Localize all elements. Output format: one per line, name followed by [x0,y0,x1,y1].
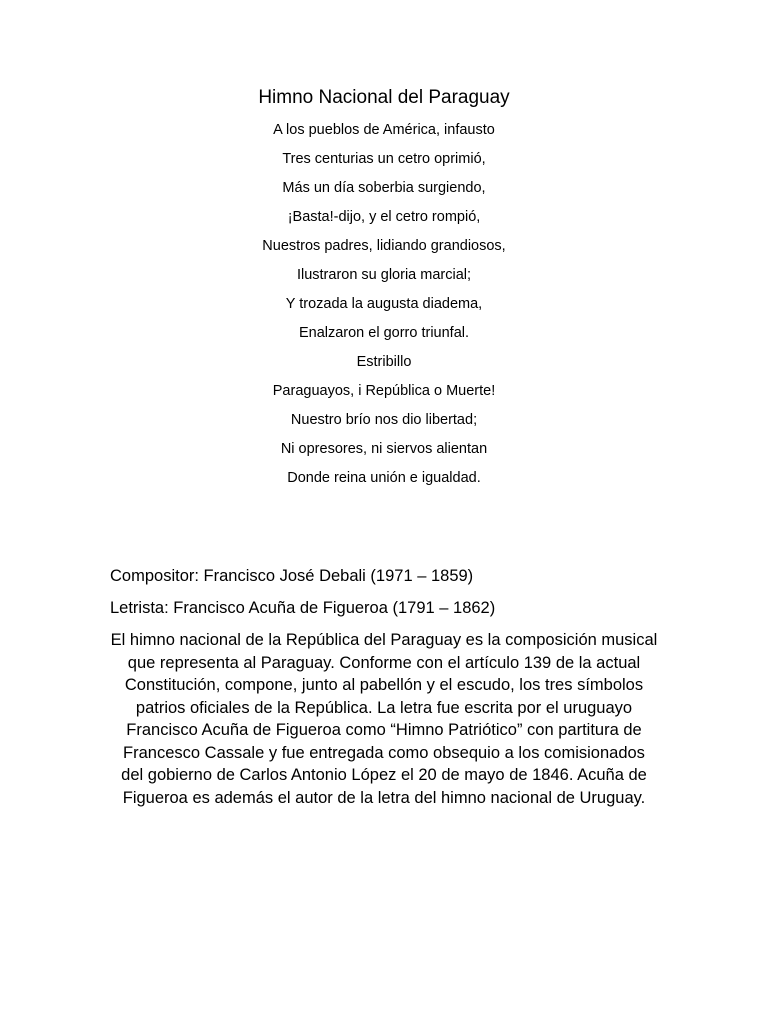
lyricist-credit: Letrista: Francisco Acuña de Figueroa (1791 – 1862) [110,599,496,617]
verse-line: Ni opresores, ni siervos alientan [280,441,488,457]
verse-line: Ilustraron su gloria marcial; [296,267,472,283]
verse-line: Nuestros padres, lidiando grandiosos, [262,238,506,254]
verse-line: Donde reina unión e igualdad. [287,470,481,486]
verse-line: Tres centurias un cetro oprimió, [282,151,486,167]
description-paragraph: El himno nacional de la República del Paraguay es la composición musical que representa al Paraguay. Conforme con el artículo 139 de la actual Constitución, compone, junto al pabellón y el escudo, los tres símbolos patrios oficiales de la República. La letra fue escrita por el uruguayo Francisco Acuña de Figueroa como “Himno Patriótico” con partitura de Francesco Cassale y fue entregada como obsequio a los comisionados del gobierno de Carlos Antonio López el 20 de mayo de 1846. Acuña de Figueroa es además el autor de la letra del himno nacional de Uruguay. [110,631,658,807]
verse-line: Nuestro brío nos dio libertad; [290,412,478,428]
verse-line: Paraguayos, i República o Muerte! [272,383,496,399]
verse-line: Más un día soberbia surgiendo, [282,180,486,196]
verse-line: A los pueblos de América, infausto [273,122,495,138]
chorus-heading: Estribillo [356,354,412,370]
verse-line: Y trozada la augusta diadema, [285,296,483,312]
verse-line: Enalzaron el gorro triunfal. [298,325,470,341]
composer-credit: Compositor: Francisco José Debali (1971 – 1859) [110,567,474,585]
page-title: Himno Nacional del Paraguay [258,87,510,108]
verse-line: ¡Basta!-dijo, y el cetro rompió, [287,209,481,225]
anthem-verses [0,120,768,497]
